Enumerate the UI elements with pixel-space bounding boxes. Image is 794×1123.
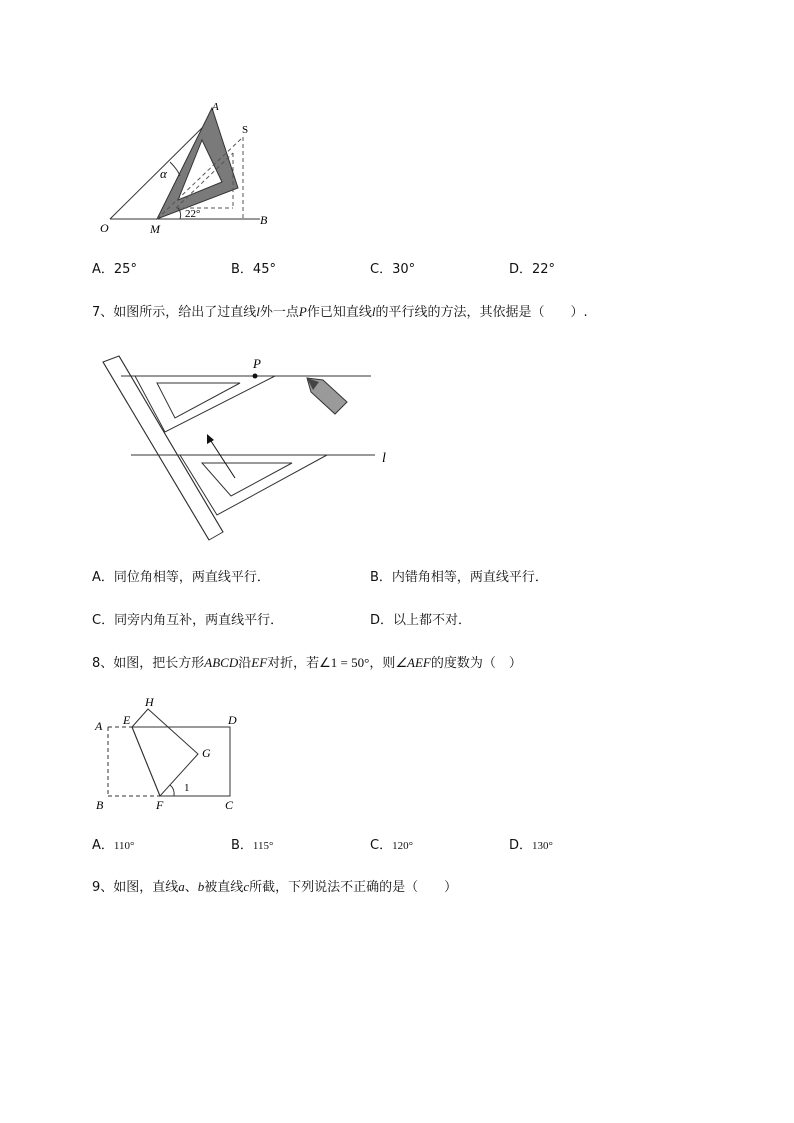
- option-value: 以上都不对．: [393, 613, 472, 628]
- q8-text-part4: ，则: [369, 656, 396, 671]
- option-letter: B．: [231, 262, 253, 277]
- option-value: 22°: [532, 262, 556, 277]
- q7-text-suffix: 的平行线的方法，其依据是（ ）.: [375, 305, 588, 320]
- q9-var-b: b: [197, 879, 205, 894]
- q8-option-d[interactable]: [509, 838, 553, 854]
- figure-q6: [90, 100, 310, 250]
- q7-var-l2: l: [371, 304, 376, 319]
- fig6-label-S: S: [242, 124, 249, 136]
- fig7-label-P: P: [253, 356, 261, 371]
- option-letter: A．: [92, 262, 114, 277]
- option-value: 同位角相等，两直线平行．: [113, 570, 270, 585]
- q8-option-a[interactable]: [92, 838, 134, 854]
- fig8-label-E: E: [123, 713, 131, 727]
- option-letter: C．: [370, 262, 393, 277]
- q6-option-a[interactable]: [92, 262, 137, 278]
- q7-var-l: l: [256, 304, 260, 319]
- q8-target-angle: ∠AEF: [395, 655, 431, 670]
- q7-text-prefix: 7、如图所示，给出了过直线: [92, 305, 257, 320]
- q9-text-prefix: 9、如图，直线: [92, 880, 179, 895]
- fig8-label-G: G: [202, 746, 211, 760]
- fig8-label-one: 1: [184, 782, 190, 794]
- fig6-label-O: O: [100, 221, 109, 235]
- option-value: 45°: [252, 262, 276, 277]
- option-letter: B．: [370, 570, 392, 585]
- fig8-label-D: D: [228, 713, 237, 727]
- option-value: 130°: [532, 840, 553, 852]
- q7-text-part2: 外一点: [259, 305, 299, 320]
- q8-text-suffix: 的度数为（ ）: [430, 656, 522, 671]
- q7-option-a[interactable]: [92, 570, 270, 586]
- q7-var-p: P: [298, 304, 307, 319]
- fig8-label-H: H: [145, 695, 154, 709]
- option-letter: D．: [509, 262, 533, 277]
- fig6-label-angle: 22°: [185, 208, 201, 220]
- figure-q8: [90, 693, 250, 813]
- q8-text-part3: 对折，若: [267, 656, 320, 671]
- fig7-label-l: l: [382, 451, 386, 466]
- option-value: 120°: [392, 840, 413, 852]
- q7-option-d[interactable]: [370, 613, 471, 629]
- q7-option-b[interactable]: [370, 570, 548, 586]
- q6-option-b[interactable]: [231, 262, 276, 278]
- q9-var-a: a: [178, 879, 185, 894]
- option-value: 25°: [113, 262, 137, 277]
- q9-text-suffix: 所截，下列说法不正确的是（ ）: [249, 880, 458, 895]
- q6-option-c[interactable]: [370, 262, 415, 278]
- q8-option-c[interactable]: [370, 838, 413, 854]
- fig6-label-A: A: [212, 101, 219, 113]
- fig8-label-F: F: [156, 798, 164, 812]
- q8-text-part2: 沿: [238, 656, 252, 671]
- option-value: 同旁内角互补，两直线平行．: [114, 613, 284, 628]
- option-letter: D．: [509, 838, 533, 853]
- q9-stem: [92, 879, 457, 896]
- q9-text-part2: 被直线: [204, 880, 244, 895]
- q8-var-ef: EF: [251, 655, 268, 670]
- option-letter: D．: [370, 613, 394, 628]
- fig8-label-A: A: [95, 719, 103, 733]
- option-letter: B．: [231, 838, 253, 853]
- option-letter: C．: [92, 613, 115, 628]
- q8-condition: ∠1 = 50°: [319, 655, 370, 670]
- q6-option-d[interactable]: [509, 262, 555, 278]
- q7-text-part3: 作已知直线: [306, 305, 372, 320]
- q8-var-rect: ABCD: [204, 655, 239, 670]
- q9-var-c: c: [243, 879, 250, 894]
- figure-q7: [95, 350, 415, 550]
- option-value: 内错角相等，两直线平行．: [391, 570, 548, 585]
- fig6-label-B: B: [260, 213, 268, 227]
- q8-text-prefix: 8、如图，把长方形: [92, 656, 205, 671]
- option-letter: C．: [370, 838, 393, 853]
- fig8-label-C: C: [225, 798, 234, 812]
- q7-option-c[interactable]: [92, 613, 283, 629]
- q8-stem: [92, 655, 522, 672]
- option-value: 110°: [113, 840, 135, 852]
- fig6-label-M: M: [150, 222, 160, 236]
- option-value: 30°: [392, 262, 416, 277]
- option-value: 115°: [252, 840, 274, 852]
- q7-stem: [92, 304, 588, 321]
- fig6-label-alpha: α: [160, 166, 167, 181]
- option-letter: A．: [92, 838, 114, 853]
- q9-text-sep: 、: [184, 880, 198, 895]
- fig8-label-B: B: [96, 798, 104, 812]
- q8-option-b[interactable]: [231, 838, 273, 854]
- option-letter: A．: [92, 570, 114, 585]
